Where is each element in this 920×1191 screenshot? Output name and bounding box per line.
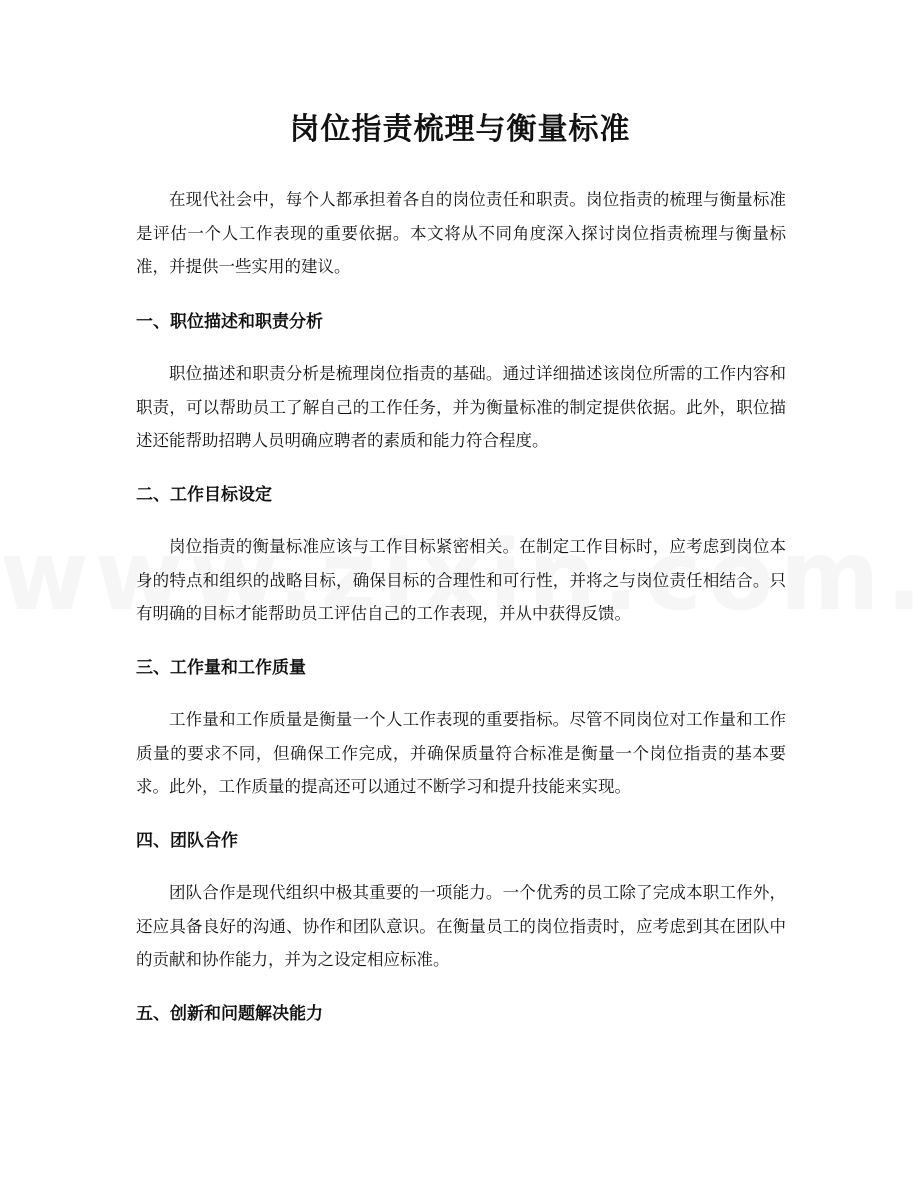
section-body-1: 职位描述和职责分析是梳理岗位指责的基础。通过详细描述该岗位所需的工作内容和职责，可以帮助员工了解自己的工作任务，并为衡量标准的制定提供依据。此外，职位描述还能帮助招聘人员明确应聘者的素质和能力符合程度。 <box>136 364 786 450</box>
section-body-4: 团队合作是现代组织中极其重要的一项能力。一个优秀的员工除了完成本职工作外，还应具备良好的沟通、协作和团队意识。在衡量员工的岗位指责时，应考虑到其在团队中的贡献和协作能力，并为之设定相应标准。 <box>136 883 786 969</box>
section-heading-3: 三、工作量和工作质量 <box>136 658 306 678</box>
section-heading-1: 一、职位描述和职责分析 <box>136 312 323 332</box>
intro-paragraph: 在现代社会中，每个人都承担着各自的岗位责任和职责。岗位指责的梳理与衡量标准是评估一个人工作表现的重要依据。本文将从不同角度深入探讨岗位指责梳理与衡量标准，并提供一些实用的建议。 <box>136 190 786 276</box>
section-body-2: 岗位指责的衡量标准应该与工作目标紧密相关。在制定工作目标时，应考虑到岗位本身的特点和组织的战略目标，确保目标的合理性和可行性，并将之与岗位责任相结合。只有明确的目标才能帮助员工评估自己的工作表现，并从中获得反馈。 <box>136 537 786 623</box>
section-body-3: 工作量和工作质量是衡量一个人工作表现的重要指标。尽管不同岗位对工作量和工作质量的要求不同，但确保工作完成，并确保质量符合标准是衡量一个岗位指责的基本要求。此外，工作质量的提高还可以通过不断学习和提升技能来实现。 <box>136 710 786 796</box>
document-title: 岗位指责梳理与衡量标准 <box>289 112 631 147</box>
section-heading-2: 二、工作目标设定 <box>136 485 272 505</box>
section-heading-4: 四、团队合作 <box>136 831 238 851</box>
section-heading-5: 五、创新和问题解决能力 <box>136 1004 323 1024</box>
